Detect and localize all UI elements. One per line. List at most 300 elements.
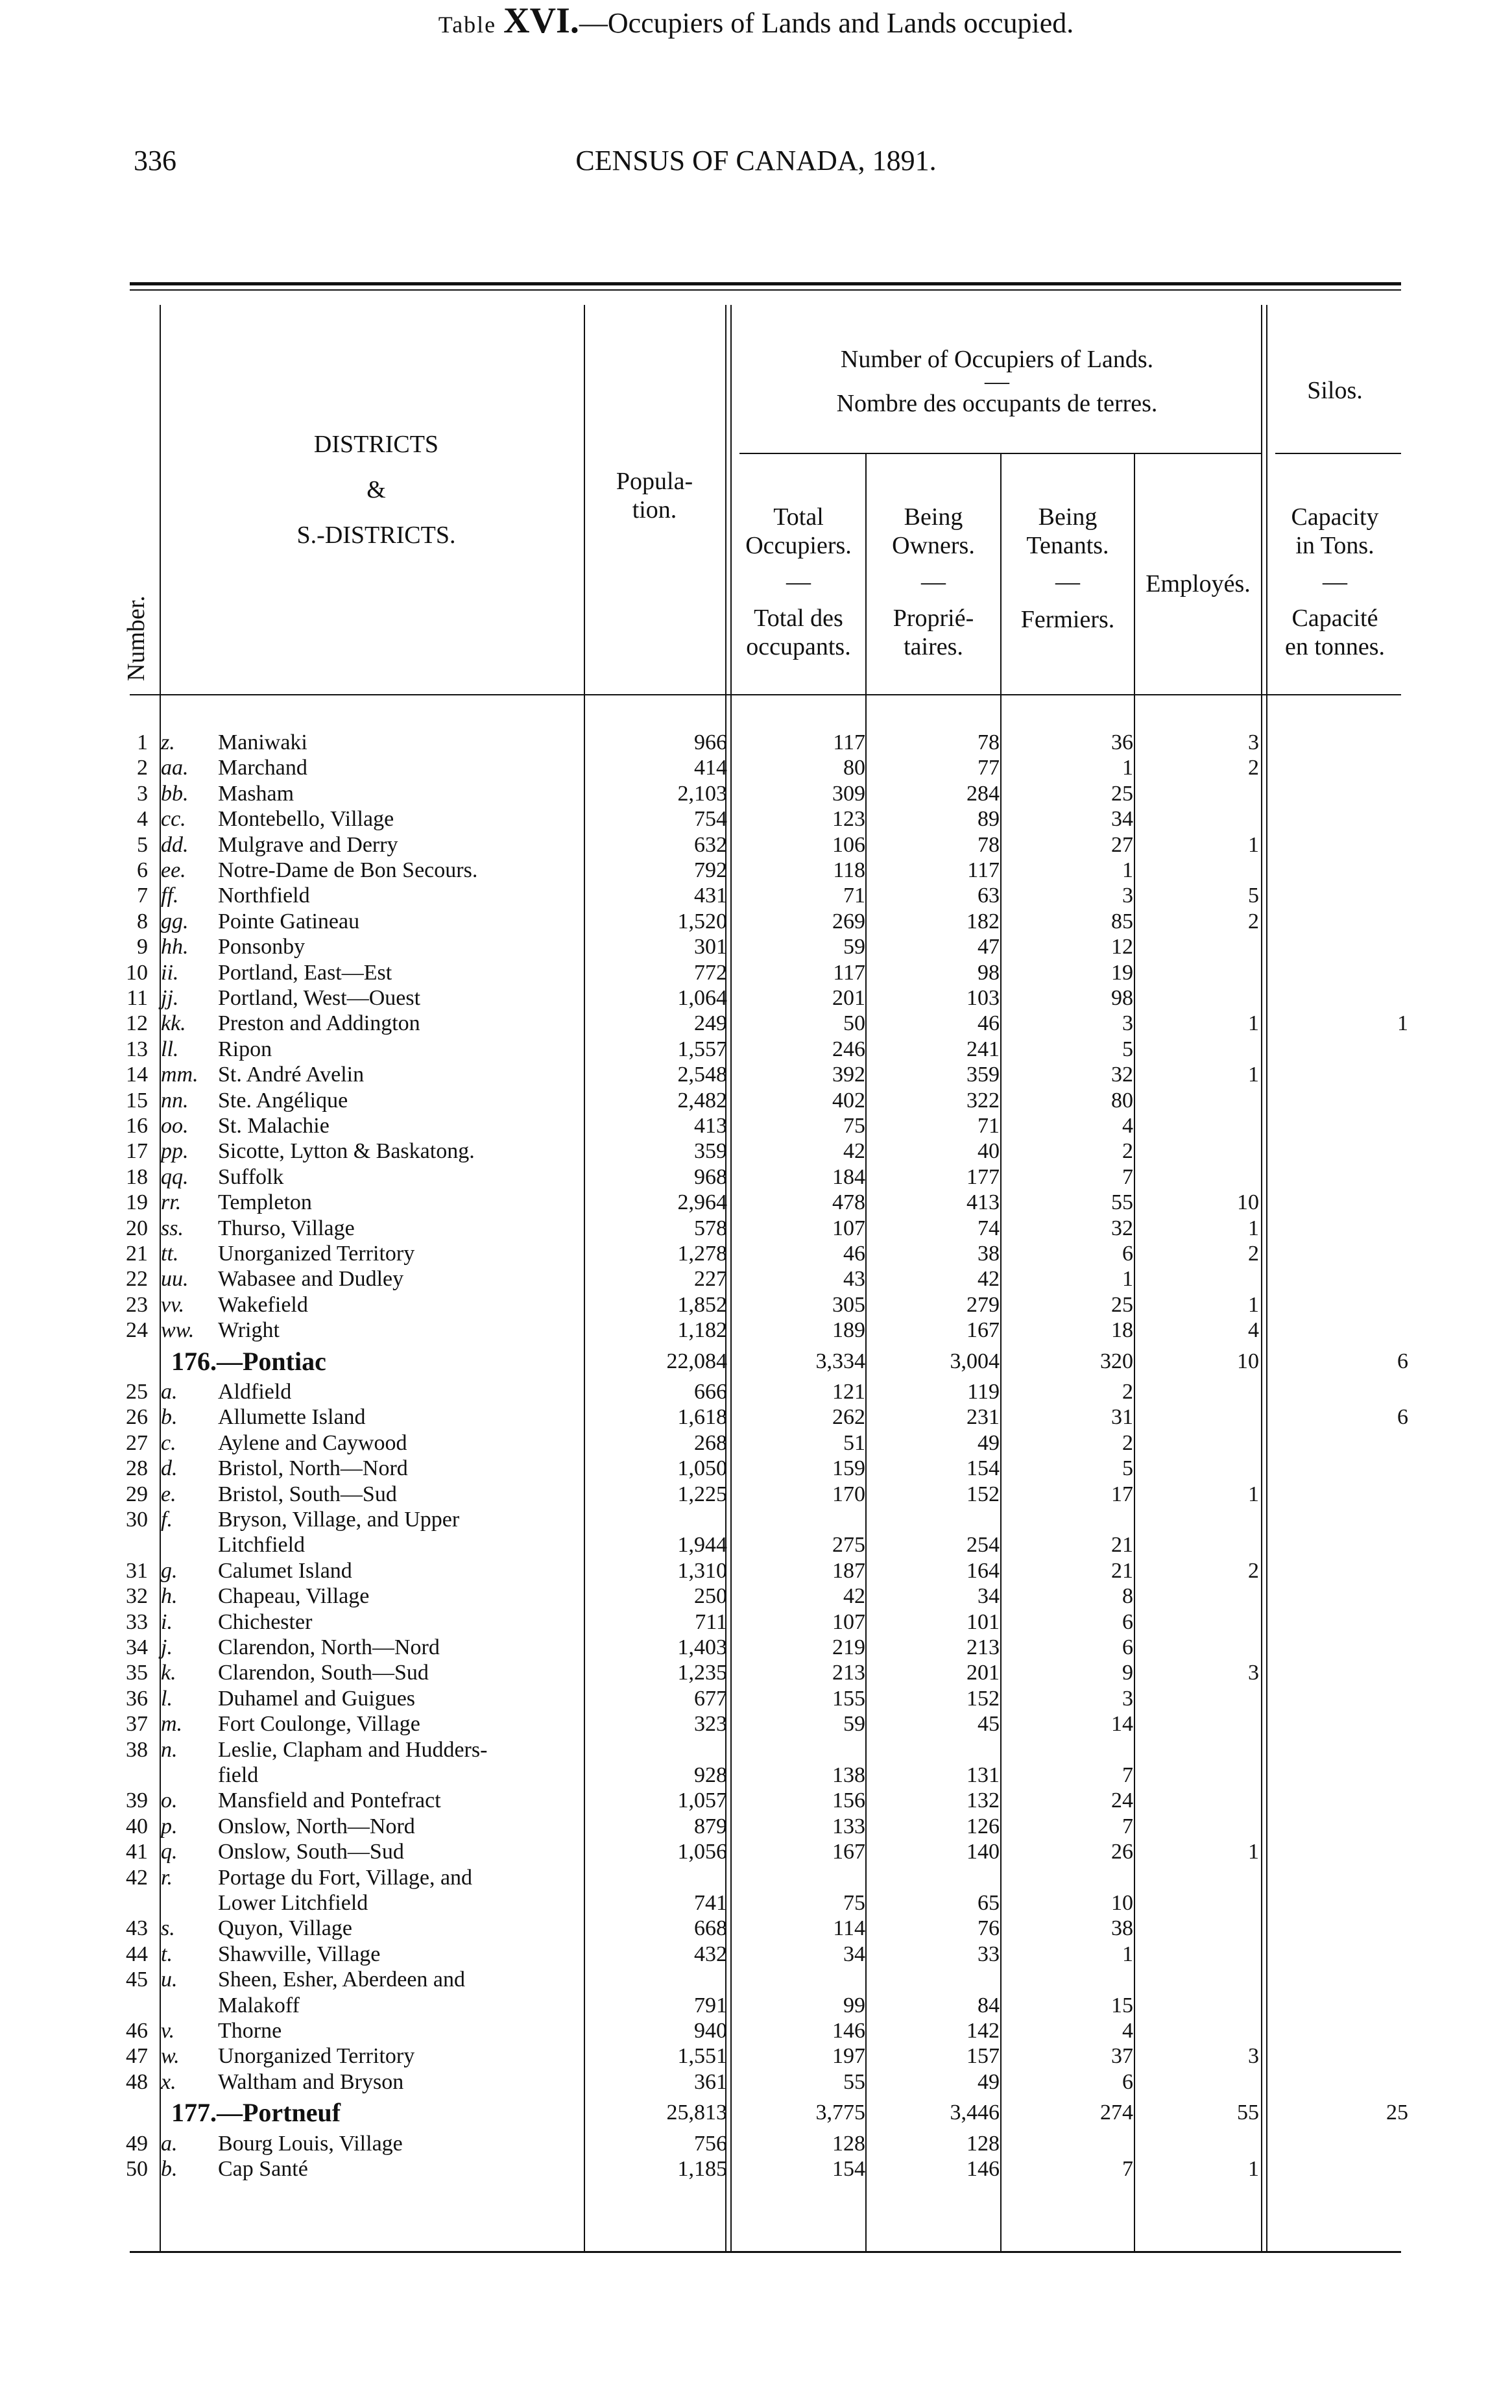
row-number-cell: 16 [126,1114,148,1138]
owners-cell: 63 [978,884,1000,908]
population-cell: 323 [694,1712,727,1736]
owners-cell: 33 [978,1942,1000,1966]
employes-cell: 1 [1248,2157,1259,2181]
population-cell: 2,548 [677,1063,727,1087]
district-name-cell: Templeton [218,1190,312,1214]
owners-cell: 119 [967,1380,1000,1404]
owners-cell: 78 [978,730,1000,754]
district-name-cell: Onslow, North—Nord [218,1814,415,1838]
population-cell: 2,964 [677,1190,727,1214]
population-cell: 578 [694,1216,727,1240]
tenants-cell: 26 [1111,1840,1133,1864]
total-occupiers-cell: 42 [843,1584,865,1608]
total-occupiers-cell: 197 [832,2044,865,2068]
row-number-cell: 46 [126,2019,148,2043]
district-name-cell: Aldfield [218,1380,292,1404]
table-row [0,1013,1512,1035]
table-row [0,2020,1512,2042]
owners-cell: 71 [978,1114,1000,1138]
owners-cell: 78 [978,833,1000,857]
population-cell: 1,064 [677,986,727,1010]
row-number-cell: 2 [137,756,148,780]
owners-cell: 128 [966,2132,1000,2156]
owners-cell: 157 [966,2044,1000,2068]
table-row [0,808,1512,830]
employes-cell: 2 [1248,1559,1259,1583]
total-occupiers-cell: 117 [833,730,865,754]
total-occupiers-cell: 117 [833,961,865,985]
total-occupiers-cell: 155 [832,1687,865,1711]
total-header [732,503,865,661]
total-header-line-4: Total des [754,605,843,632]
row-number-cell: 19 [126,1190,148,1214]
population-cell: 1,050 [677,1456,727,1480]
employes-cell: 1 [1248,1216,1259,1240]
total-header-line-1: Total [773,503,824,531]
owners-cell: 77 [978,756,1000,780]
employes-cell: 10 [1237,1349,1259,1373]
row-letter-cell: hh. [161,935,189,959]
table-row [0,1790,1512,1812]
population-cell: 249 [694,1011,727,1035]
capacity-header [1269,503,1401,661]
total-occupiers-cell: 262 [832,1405,865,1429]
district-name-cell: Wakefield [218,1293,308,1317]
district-name-cell: Portage du Fort, Village, and [218,1866,473,1890]
row-number-cell: 31 [126,1559,148,1583]
total-header-line-2: Occupiers. [745,532,852,559]
row-number-cell: 34 [126,1635,148,1659]
row-number-cell: 3 [137,782,148,806]
owners-cell: 201 [966,1661,1000,1685]
district-name-cell: Clarendon, South—Sud [218,1661,429,1685]
tenants-cell: 2 [1122,1139,1133,1163]
silo-capacity-cell: 25 [1386,2101,1408,2125]
district-name-cell: Preston and Addington [218,1011,420,1035]
row-number-cell: 20 [126,1216,148,1240]
owners-cell: 103 [966,986,1000,1010]
row-letter-cell: l. [161,1687,173,1711]
row-letter-cell: q. [161,1840,178,1864]
district-name-cell: Mulgrave and Derry [218,833,398,857]
tenants-cell: 10 [1111,1891,1133,1915]
population-cell: 1,182 [677,1318,727,1342]
total-occupiers-cell: 170 [832,1482,865,1506]
owners-cell: 241 [966,1037,1000,1061]
district-name-cell: Lower Litchfield [218,1891,368,1915]
tenants-cell: 6 [1122,1635,1133,1659]
row-number-cell: 12 [126,1011,148,1035]
tenants-cell: 2 [1122,1431,1133,1455]
total-occupiers-cell: 478 [832,1190,865,1214]
row-letter-cell: w. [161,2044,180,2068]
population-cell: 414 [694,756,727,780]
table-row [0,1458,1512,1480]
table-row [0,962,1512,984]
row-letter-cell: ff. [161,884,179,908]
owners-header-line-5: taires. [904,633,963,660]
owners-cell: 131 [966,1763,1000,1787]
row-letter-cell: e. [161,1482,176,1506]
owners-cell: 132 [966,1788,1000,1812]
population-cell: 1,225 [677,1482,727,1506]
table-title [0,0,1512,42]
employes-cell: 3 [1248,1661,1259,1685]
table-row [0,2045,1512,2067]
district-name-cell: Montebello, Village [218,807,394,831]
owners-cell: 154 [966,1456,1000,1480]
row-letter-cell: mm. [161,1063,198,1087]
district-name-cell: Bryson, Village, and Upper [218,1508,460,1532]
tenants-cell: 1 [1122,756,1133,780]
population-cell: 1,852 [677,1293,727,1317]
population-cell: 1,056 [677,1840,727,1864]
silos-header: Silos. [1307,377,1363,404]
district-name-cell: Litchfield [218,1533,306,1557]
district-name-cell: Northfield [218,884,310,908]
tenants-cell: 34 [1111,807,1133,831]
row-letter-cell: f. [161,1508,173,1532]
districts-header-line-3: S.-DISTRICTS. [296,522,456,549]
tenants-cell: 18 [1111,1318,1133,1342]
table-row [0,1995,1512,2017]
capacity-header-line-1: Capacity [1291,503,1379,531]
total-occupiers-cell: 156 [832,1788,865,1812]
owners-cell: 322 [966,1089,1000,1113]
row-letter-cell: a. [161,2132,178,2156]
tenants-cell: 32 [1111,1063,1133,1087]
district-name-cell: Chapeau, Village [218,1584,370,1608]
population-cell: 1,618 [677,1405,727,1429]
owners-cell: 45 [978,1712,1000,1736]
table-row [0,1064,1512,1086]
owners-cell: 3,004 [950,1349,1000,1373]
district-name-cell: Maniwaki [218,730,307,754]
district-name-cell: Sicotte, Lytton & Baskatong. [218,1139,475,1163]
population-cell: 756 [694,2132,727,2156]
employes-cell: 2 [1248,756,1259,780]
owners-header-line-1: Being [904,503,963,531]
tenants-cell: 21 [1111,1559,1133,1583]
table-row [0,1268,1512,1290]
row-letter-cell: m. [161,1712,183,1736]
row-number-cell: 13 [126,1037,148,1061]
population-cell: 1,520 [677,909,727,933]
row-number-cell: 23 [126,1293,148,1317]
tenants-header [1002,503,1134,634]
table-row [0,1841,1512,1863]
total-occupiers-cell: 46 [843,1242,865,1266]
row-letter-cell: ii. [161,961,179,985]
owners-cell: 117 [967,858,1000,882]
owners-cell: 254 [966,1533,1000,1557]
table-row [0,1739,1512,1761]
table-row [0,1944,1512,1966]
table-row [0,1611,1512,1633]
population-cell: 1,551 [677,2044,727,2068]
tenants-cell: 17 [1111,1482,1133,1506]
district-name-cell: Onslow, South—Sud [218,1840,404,1864]
table-row [0,1969,1512,1991]
occupiers-group-header [733,344,1261,419]
owners-cell: 177 [966,1165,1000,1189]
row-number-cell: 38 [126,1738,148,1762]
total-occupiers-cell: 106 [832,833,865,857]
total-occupiers-cell: 118 [833,858,865,882]
table-row [0,1432,1512,1454]
total-occupiers-cell: 275 [832,1533,865,1557]
total-header-line-3: — [786,568,811,596]
row-letter-cell: g. [161,1559,178,1583]
population-cell: 1,057 [677,1788,727,1812]
row-letter-cell: dd. [161,833,189,857]
subtotal-row [0,1347,1512,1376]
population-cell: 792 [694,858,727,882]
owners-cell: 167 [966,1318,1000,1342]
total-occupiers-cell: 123 [832,807,865,831]
district-name-cell: Thorne [218,2019,282,2043]
total-occupiers-cell: 34 [843,1942,865,1966]
district-name-cell: Ste. Angélique [218,1089,348,1113]
table-row [0,1892,1512,1914]
row-letter-cell: vv. [161,1293,185,1317]
population-cell: 711 [695,1610,727,1634]
row-number-cell: 30 [126,1508,148,1532]
total-occupiers-cell: 189 [832,1318,865,1342]
row-letter-cell: uu. [161,1267,189,1291]
row-number-cell: 25 [126,1380,148,1404]
employes-cell: 2 [1248,1242,1259,1266]
row-letter-cell: x. [161,2070,176,2094]
population-cell: 268 [694,1431,727,1455]
population-cell: 940 [694,2019,727,2043]
table-row [0,1534,1512,1556]
population-cell: 1,278 [677,1242,727,1266]
district-name-cell: Notre-Dame de Bon Secours. [218,858,478,882]
tenants-cell: 4 [1122,2019,1133,2043]
population-cell: 22,084 [666,1349,727,1373]
table-row [0,1319,1512,1342]
row-number-cell: 47 [126,2044,148,2068]
total-occupiers-cell: 3,775 [815,2101,865,2125]
table-row [0,1867,1512,1889]
tenants-header-line-4: Fermiers. [1020,606,1115,633]
population-header-line-2: tion. [632,496,677,524]
tenants-cell: 9 [1122,1661,1133,1685]
total-occupiers-cell: 75 [843,1891,865,1915]
owners-cell: 84 [978,1993,1000,2017]
population-cell: 25,813 [666,2101,727,2125]
district-name-cell: Clarendon, North—Nord [218,1635,440,1659]
row-letter-cell: ww. [161,1318,195,1342]
table-row [0,1713,1512,1735]
row-letter-cell: c. [161,1431,176,1455]
tenants-cell: 24 [1111,1788,1133,1812]
total-occupiers-cell: 138 [832,1763,865,1787]
owners-cell: 49 [978,2070,1000,2094]
tenants-cell: 25 [1111,782,1133,806]
row-letter-cell: qq. [161,1165,189,1189]
district-name-cell: Ripon [218,1037,272,1061]
table-row [0,1243,1512,1265]
owners-cell: 359 [966,1063,1000,1087]
row-letter-cell: bb. [161,782,189,806]
district-name-cell: Malakoff [218,1993,300,2017]
total-occupiers-cell: 213 [832,1661,865,1685]
row-number-cell: 1 [137,730,148,754]
district-name-cell: Pointe Gatineau [218,909,360,933]
population-cell: 1,185 [677,2157,727,2181]
table-row [0,911,1512,933]
table-row [0,1816,1512,1838]
row-number-cell: 43 [126,1916,148,1940]
row-letter-cell: b. [161,2157,178,2181]
silos-group-rule [1275,453,1401,454]
table-row [0,757,1512,779]
district-name-cell: Bristol, South—Sud [218,1482,397,1506]
owners-cell: 284 [966,782,1000,806]
owners-cell: 413 [966,1190,1000,1214]
top-rule-thin [130,289,1401,291]
employes-cell: 10 [1237,1190,1259,1214]
tenants-cell: 5 [1122,1456,1133,1480]
population-cell: 754 [694,807,727,831]
row-number-cell: 24 [126,1318,148,1342]
table-row [0,1406,1512,1428]
row-letter-cell: rr. [161,1190,182,1214]
row-number-cell: 42 [126,1866,148,1890]
district-name-cell: Portland, East—Est [218,961,392,985]
district-name-cell: Quyon, Village [218,1916,352,1940]
row-number-cell: 49 [126,2132,148,2156]
table-row [0,1662,1512,1684]
owners-cell: 38 [978,1242,1000,1266]
owners-cell: 34 [978,1584,1000,1608]
population-cell: 359 [694,1139,727,1163]
employes-cell: 4 [1248,1318,1259,1342]
population-header [586,467,723,524]
total-occupiers-cell: 55 [843,2070,865,2094]
row-number-cell: 11 [126,986,148,1010]
population-cell: 966 [694,730,727,754]
row-letter-cell: s. [161,1916,175,1940]
total-occupiers-cell: 154 [832,2157,865,2181]
district-name-cell: Unorganized Territory [218,1242,415,1266]
district-name-cell: 177.—Portneuf [171,2098,341,2127]
owners-header-line-4: Proprié- [893,605,974,632]
row-number-cell: 21 [126,1242,148,1266]
employes-cell: 55 [1237,2101,1259,2125]
silo-capacity-cell: 6 [1397,1349,1408,1373]
row-number-cell: 15 [126,1089,148,1113]
tenants-header-line-1: Being [1038,503,1098,531]
tenants-cell: 3 [1122,1687,1133,1711]
table-row [0,1918,1512,1940]
district-name-cell: 176.—Pontiac [171,1347,326,1376]
owners-cell: 98 [978,961,1000,985]
bottom-rule [130,2251,1401,2253]
tenants-header-line-3: — [1055,568,1080,596]
tenants-cell: 31 [1111,1405,1133,1429]
table-row [0,2158,1512,2180]
row-number-cell: 4 [137,807,148,831]
owners-cell: 46 [978,1011,1000,1035]
table-row [0,1140,1512,1162]
tenants-cell: 320 [1100,1349,1133,1373]
district-name-cell: Thurso, Village [218,1216,355,1240]
row-number-cell: 28 [126,1456,148,1480]
tenants-cell: 37 [1111,2044,1133,2068]
tenants-cell: 32 [1111,1216,1133,1240]
capacity-header-line-4: Capacité [1291,605,1378,632]
tenants-cell: 3 [1122,884,1133,908]
table-row [0,1218,1512,1240]
population-cell: 301 [694,935,727,959]
total-occupiers-cell: 309 [832,782,865,806]
district-name-cell: Chichester [218,1610,313,1634]
district-name-cell: Aylene and Caywood [218,1431,407,1455]
tenants-cell: 6 [1122,2070,1133,2094]
row-number-cell: 35 [126,1661,148,1685]
population-cell: 741 [694,1891,727,1915]
table-row [0,1115,1512,1137]
districts-header [195,422,558,558]
employes-cell: 3 [1248,730,1259,754]
district-name-cell: Cap Santé [218,2157,308,2181]
row-number-cell: 45 [126,1968,148,1992]
row-number-cell: 22 [126,1267,148,1291]
tenants-cell: 15 [1111,1993,1133,2017]
total-occupiers-cell: 3,334 [815,1349,865,1373]
owners-header-line-2: Owners. [892,532,975,559]
row-number-cell: 26 [126,1405,148,1429]
total-occupiers-cell: 114 [833,1916,865,1940]
table-row [0,1166,1512,1188]
district-name-cell: Unorganized Territory [218,2044,415,2068]
total-occupiers-cell: 75 [843,1114,865,1138]
district-name-cell: Fort Coulonge, Village [218,1712,420,1736]
total-occupiers-cell: 42 [843,1139,865,1163]
row-number-cell: 33 [126,1610,148,1634]
row-number-cell: 29 [126,1482,148,1506]
row-letter-cell: u. [161,1968,178,1992]
row-letter-cell: ee. [161,858,186,882]
tenants-cell: 7 [1122,1763,1133,1787]
tenants-cell: 1 [1122,1267,1133,1291]
district-name-cell: Bourg Louis, Village [218,2132,403,2156]
row-number-cell: 6 [137,858,148,882]
tenants-cell: 80 [1111,1089,1133,1113]
row-letter-cell: i. [161,1610,173,1634]
row-number-cell: 50 [126,2157,148,2181]
top-rule [130,282,1401,285]
table-row [0,936,1512,958]
total-occupiers-cell: 51 [843,1431,865,1455]
population-cell: 668 [694,1916,727,1940]
owners-cell: 42 [978,1267,1000,1291]
table-title-prefix: Table [438,12,497,38]
employes-cell: 1 [1248,1840,1259,1864]
row-number-cell: 5 [137,833,148,857]
population-cell: 227 [694,1267,727,1291]
occupiers-group-rule [739,453,1261,454]
district-name-cell: Wabasee and Dudley [218,1267,404,1291]
table-row [0,1381,1512,1403]
district-name-cell: St. André Avelin [218,1063,365,1087]
table-row [0,2133,1512,2155]
table-title-text: —Occupiers of Lands and Lands occupied. [579,7,1074,39]
owners-cell: 101 [966,1610,1000,1634]
